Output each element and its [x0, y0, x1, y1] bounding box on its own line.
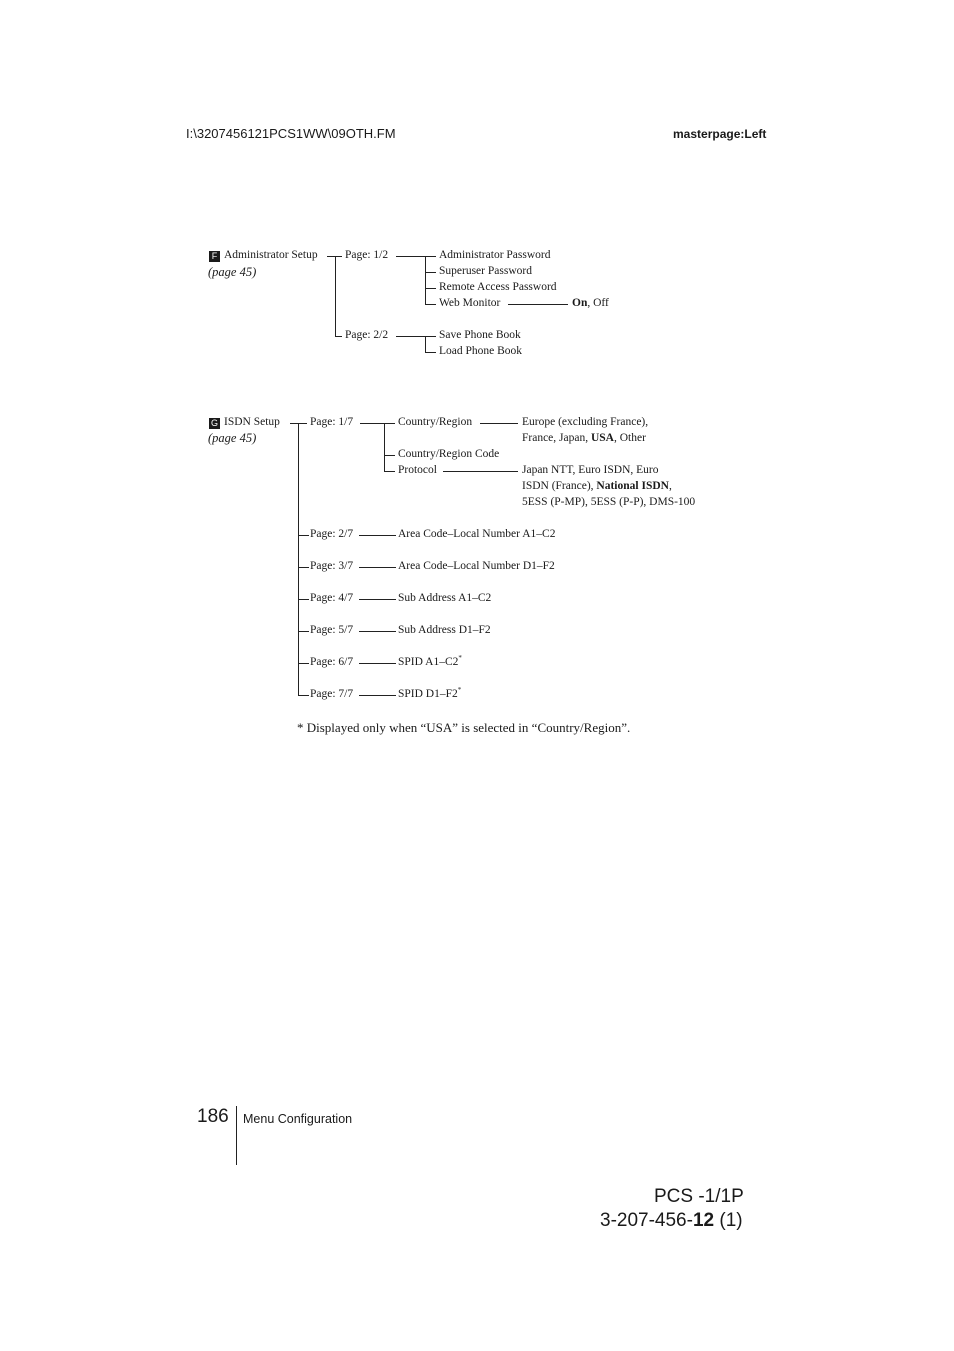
admin-password-item: Administrator Password	[439, 249, 551, 261]
masterpage-label: masterpage:Left	[673, 127, 767, 141]
part-number: 3-207-456-12 (1)	[600, 1210, 743, 1231]
protocol-values-1: Japan NTT, Euro ISDN, Euro	[522, 464, 659, 476]
isdn-page-4-7-value: Sub Address A1–C2	[398, 592, 492, 604]
footnote-marker: *	[457, 686, 462, 694]
isdn-page-7-7-value: SPID D1–F2*	[398, 686, 462, 700]
isdn-page-1-7: Page: 1/7	[310, 416, 354, 428]
web-monitor-item: Web Monitor	[439, 297, 501, 309]
section-badge-f: F	[209, 251, 220, 262]
isdn-page-6-7: Page: 6/7	[310, 656, 354, 668]
isdn-page-4-7: Page: 4/7	[310, 592, 354, 604]
isdn-page-5-7-value: Sub Address D1–F2	[398, 624, 491, 636]
web-monitor-default: On	[572, 297, 588, 309]
footer-divider	[236, 1106, 237, 1165]
product-line: PCS -1/1P	[654, 1186, 744, 1207]
isdn-setup-title: ISDN Setup	[224, 416, 280, 428]
remote-access-password-item: Remote Access Password	[439, 281, 557, 293]
isdn-page-2-7-value: Area Code–Local Number A1–C2	[398, 528, 556, 540]
country-region-default: USA	[590, 432, 614, 444]
footnote-marker: *	[458, 654, 462, 662]
country-region-item: Country/Region	[398, 416, 473, 428]
admin-setup-heading	[209, 248, 318, 262]
web-monitor-values	[572, 296, 609, 310]
protocol-values-3: 5ESS (P-MP), 5ESS (P-P), DMS-100	[522, 496, 696, 508]
admin-page-2-2: Page: 2/2	[345, 329, 389, 341]
country-region-values-1: Europe (excluding France),	[522, 416, 649, 428]
footnote: * Displayed only when “USA” is selected in “Country/Region”.	[297, 720, 631, 735]
page-number: 186	[197, 1106, 229, 1127]
isdn-page-3-7: Page: 3/7	[310, 560, 354, 572]
isdn-page-5-7: Page: 5/7	[310, 624, 354, 636]
protocol-default: National ISDN	[596, 480, 669, 492]
protocol-item: Protocol	[398, 464, 437, 476]
save-phone-book-item: Save Phone Book	[439, 329, 521, 341]
web-monitor-other: , Off	[587, 297, 609, 309]
isdn-page-7-7: Page: 7/7	[310, 688, 354, 700]
admin-setup-title: Administrator Setup	[224, 249, 318, 261]
protocol-values-2: ISDN (France), National ISDN,	[522, 480, 672, 492]
section-badge-g: G	[210, 418, 218, 428]
section-name: Menu Configuration	[243, 1112, 353, 1126]
country-region-code-item: Country/Region Code	[398, 448, 500, 460]
file-path: I:\3207456121PCS1WW\09OTH.FM	[186, 126, 396, 141]
country-region-values-2: France, Japan, USA, Other	[522, 432, 646, 444]
isdn-page-6-7-value: SPID A1–C2*	[398, 654, 462, 668]
isdn-setup-heading	[209, 415, 280, 429]
isdn-setup-page-ref: (page 45)	[208, 431, 257, 445]
admin-page-1-2: Page: 1/2	[345, 249, 389, 261]
admin-setup-page-ref: (page 45)	[208, 265, 257, 279]
load-phone-book-item: Load Phone Book	[439, 345, 523, 357]
superuser-password-item: Superuser Password	[439, 265, 532, 277]
isdn-page-2-7: Page: 2/7	[310, 528, 354, 540]
isdn-page-3-7-value: Area Code–Local Number D1–F2	[398, 560, 555, 572]
